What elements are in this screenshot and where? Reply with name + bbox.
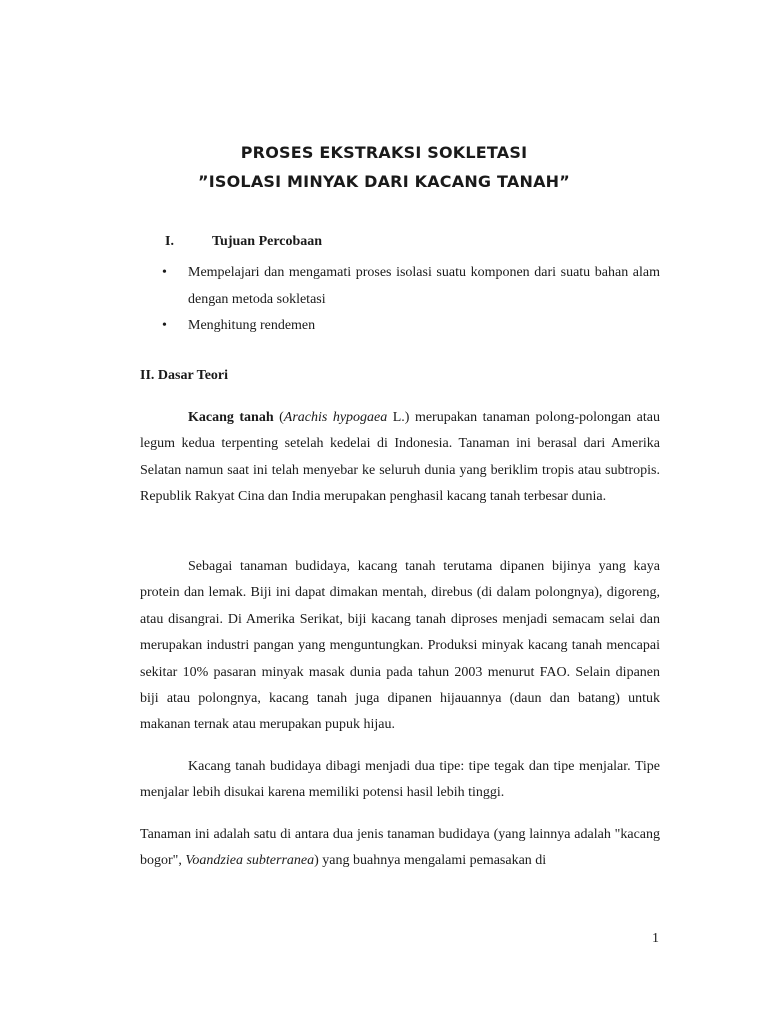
paragraph-2: Sebagai tanaman budidaya, kacang tanah terutama dipanen bijinya yang kaya protein dan lemak. Biji ini dapat dimakan mentah, direbus (di dalam polongnya), digoreng, atau disangrai. Di Amerika Serikat, biji kacang tanah diproses menjadi semacam selai dan merupakan industri pangan yang menguntungkan. Produksi minyak kacang tanah mencapai sekitar 10% pasaran minyak masak dunia pada tahun 2003 menurut FAO. Selain dipanen biji atau polongnya, kacang tanah juga dipanen hijauannya (daun dan batang) untuk makanan ternak atau merupakan pupuk hijau. [140, 559, 660, 733]
scientific-name: Arachis hypogaea [283, 410, 388, 425]
scientific-name: Voandziea subterranea [185, 853, 315, 869]
term-bold: Kacang tanah [188, 410, 274, 425]
document-subtitle: ”ISOLASI MINYAK DARI KACANG TANAH” [198, 172, 570, 191]
paragraph-3: Kacang tanah budidaya dibagi menjadi dua tipe: tipe tegak dan tipe menjalar. Tipe menjalar lebih disukai karena memiliki potensi hasil lebih tinggi. [140, 759, 660, 801]
section-number: I. [165, 234, 174, 249]
section-heading-dasar-teori: II. Dasar Teori [140, 368, 229, 383]
objectives-list [162, 260, 660, 340]
document-title: PROSES EKSTRAKSI SOKLETASI [240, 143, 528, 162]
paragraph-1 [140, 405, 660, 511]
paragraph-text: ) yang buahnya mengalami pemasakan di [314, 853, 547, 869]
list-item-text: Menghitung rendemen [188, 318, 316, 333]
paren-open: ( [273, 410, 284, 425]
paragraph-text: L.) merupakan tanaman polong-polongan atau legum kedua terpenting setelah kedelai di Indonesia. Tanaman ini berasal dari Amerika Selatan namun saat ini telah menyebar ke seluruh dunia yang beriklim tropis atau subtropis. Republik Rakyat Cina dan India merupakan penghasil kacang tanah terbesar dunia. [140, 410, 660, 505]
list-item [162, 313, 660, 340]
bullet-icon: • [162, 318, 167, 333]
list-item [162, 260, 660, 313]
paragraph-4 [140, 822, 660, 875]
section-title: Tujuan Percobaan [212, 234, 323, 249]
section-heading-tujuan [165, 234, 322, 250]
list-item-text: Mempelajari dan mengamati proses isolasi suatu komponen dari suatu bahan alam dengan metoda sokletasi [188, 265, 660, 307]
bullet-icon: • [162, 265, 167, 280]
page-number: 1 [652, 931, 659, 946]
paragraph-text: Tanaman ini adalah satu di antara dua jenis tanaman budidaya (yang lainnya adalah "kacang bogor", [140, 827, 660, 869]
